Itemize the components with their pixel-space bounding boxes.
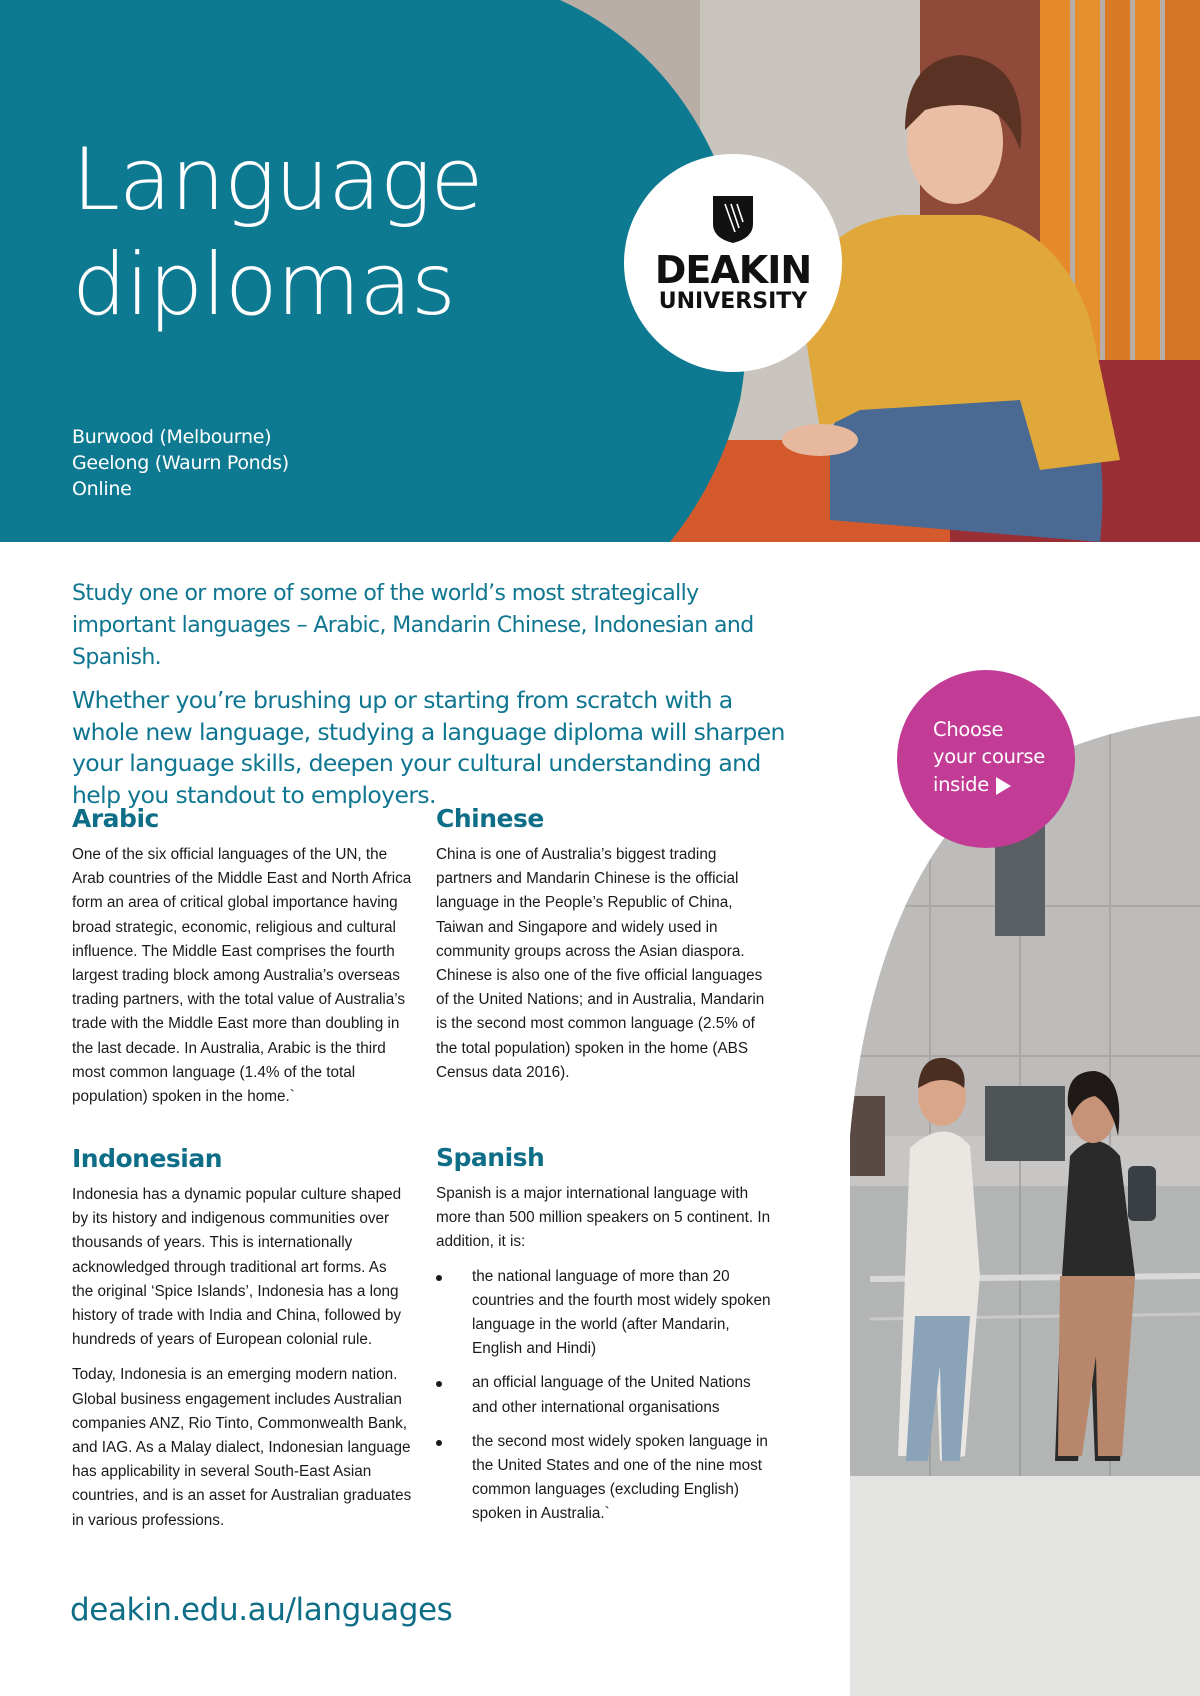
section-spanish bbox=[436, 1143, 776, 1537]
intro-body: Whether you’re brushing up or starting from scratch with a whole new language, studying a language diploma will sharpen your language skills, deepen your cultural understanding and help you standout to employers. bbox=[72, 686, 785, 809]
list-item bbox=[436, 1430, 776, 1527]
page-title-line-1: Language bbox=[72, 130, 483, 230]
section-heading-arabic: Arabic bbox=[72, 804, 159, 833]
section-heading-indonesian: Indonesian bbox=[72, 1144, 223, 1173]
side-photo-students bbox=[850, 716, 1200, 1696]
section-text-indonesian-2: Today, Indonesia is an emerging modern nation. Global business engagement includes Australian companies ANZ, Rio Tinto, Commonwealth Bank, and IAG. As a Malay dialect, Indonesian language has applicability in several South-East Asian countries, and is an asset for Australian graduates in various professions. bbox=[72, 1366, 412, 1529]
page-title-line-2: diplomas bbox=[72, 235, 455, 335]
section-heading-spanish: Spanish bbox=[436, 1143, 545, 1172]
cta-line-2: your course bbox=[933, 745, 1045, 768]
choose-course-badge[interactable] bbox=[897, 670, 1075, 848]
section-indonesian bbox=[72, 1144, 412, 1533]
list-item bbox=[436, 1265, 776, 1362]
hero-banner bbox=[0, 0, 1200, 542]
bullet-icon bbox=[436, 1275, 442, 1281]
campus-item: Burwood (Melbourne) bbox=[72, 426, 272, 448]
section-arabic bbox=[72, 804, 412, 1109]
deakin-logo bbox=[624, 154, 842, 372]
section-text-indonesian-1: Indonesia has a dynamic popular culture shaped by its history and indigenous communities over thousands of years. This is internationally acknowledged through traditional art forms. As the original ‘Spice Islands’, Indonesia has a long history of trade with India and China, followed by hundreds of years of European colonial rule. bbox=[72, 1186, 402, 1349]
section-text-chinese: China is one of Australia’s biggest trading partners and Mandarin Chinese is the official language in the People’s Republic of China, Taiwan and Singapore and widely used in community groups across the Asian diaspora. Chinese is also one of the five official languages of the United Nations; and in Australia, Mandarin is the second most common language (2.5% of the total population) spoken in the home (ABS Census data 2016). bbox=[436, 846, 765, 1081]
bullet-icon bbox=[436, 1381, 442, 1387]
section-text-spanish: Spanish is a major international language with more than 500 million speakers on 5 continent. In addition, it is: bbox=[436, 1185, 771, 1251]
list-item-text: the national language of more than 20 countries and the fourth most widely spoken language in the world (after Mandarin, English and Hindi) bbox=[472, 1267, 771, 1358]
section-chinese bbox=[436, 804, 776, 1085]
cta-line-3: inside bbox=[933, 773, 989, 796]
list-item-text: an official language of the United Nations and other international organisations bbox=[472, 1374, 751, 1416]
spanish-bullet-list bbox=[436, 1265, 776, 1527]
intro-block bbox=[72, 578, 792, 811]
cta-line-1: Choose bbox=[933, 718, 1004, 741]
bullet-icon bbox=[436, 1440, 442, 1446]
intro-lead: Study one or more of some of the world’s most strategically important languages – Arabic, Mandarin Chinese, Indonesian and Spanish. bbox=[72, 581, 754, 670]
website-link[interactable]: deakin.edu.au/languages bbox=[70, 1592, 453, 1628]
section-text-arabic: One of the six official languages of the UN, the Arab countries of the Middle East and North Africa form an area of critical global importance having broad strategic, economic, religious and cultural influence. The Middle East comprises the fourth largest trading block among Australia’s overseas trading partners, with the total value of Australia’s trade with the Middle East more than doubling in the last decade. In Australia, Arabic is the third most common language (1.4% of the total population) spoken in the home.` bbox=[72, 846, 412, 1106]
list-item bbox=[436, 1371, 776, 1419]
logo-word-university: UNIVERSITY bbox=[658, 289, 808, 314]
list-item-text: the second most widely spoken language in the United States and one of the nine most common languages (excluding English) spoken in Australia.` bbox=[472, 1432, 768, 1523]
page-title bbox=[72, 128, 482, 338]
logo-word-deakin: DEAKIN bbox=[654, 248, 812, 292]
campus-item: Online bbox=[72, 478, 132, 500]
campus-list bbox=[72, 424, 289, 502]
campus-item: Geelong (Waurn Ponds) bbox=[72, 452, 289, 474]
shield-crest-icon bbox=[711, 194, 755, 244]
play-arrow-icon bbox=[996, 777, 1011, 795]
section-heading-chinese: Chinese bbox=[436, 804, 544, 833]
